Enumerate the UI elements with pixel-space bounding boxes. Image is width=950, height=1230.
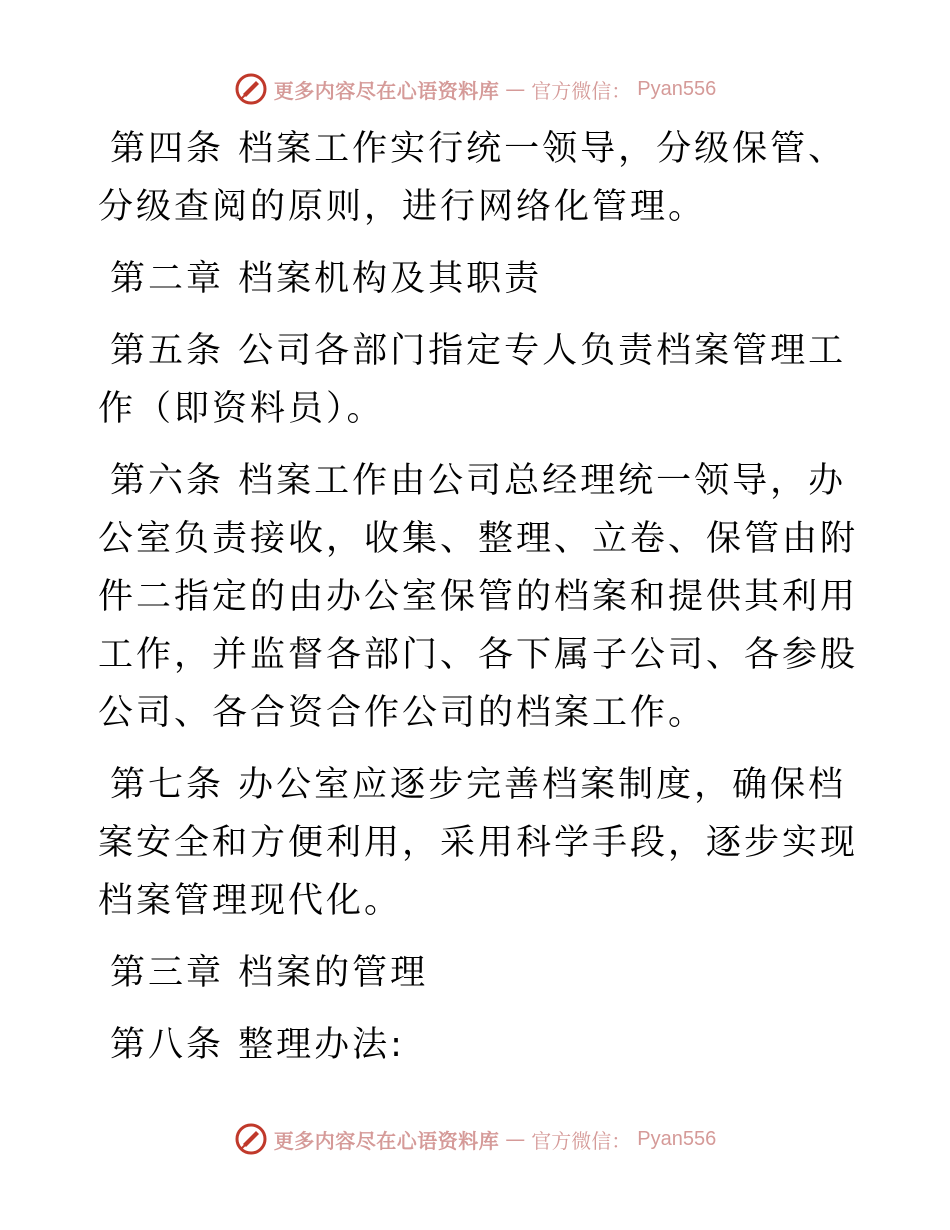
brand-logo-icon [234, 72, 268, 106]
footer-wechat-id: Pyan556 [637, 1127, 717, 1150]
chapter-2-heading: 第二章 档案机构及其职责 [110, 259, 543, 299]
banner-wechat-id: Pyan556 [637, 77, 717, 100]
article-7: 第七条 办公室应逐步完善档案制度，确保档案安全和方便利用，采用科学手段，逐步实现档案管理现代化。 [98, 765, 859, 921]
article-4: 第四条 档案工作实行统一领导，分级保管、分级查阅的原则，进行网络化管理。 [98, 129, 847, 227]
article-5: 第五条 公司各部门指定专人负责档案管理工作（即资料员）。 [98, 331, 847, 429]
document-body [98, 120, 858, 1088]
footer-banner [0, 1122, 950, 1156]
brand-logo-icon [234, 1122, 268, 1156]
banner-ad-text: 更多内容尽在心语资料库 [273, 78, 500, 103]
article-6: 第六条 档案工作由公司总经理统一领导，办公室负责接收，收集、整理、立卷、保管由附件二指定的由办公室保管的档案和提供其利用工作，并监督各部门、各下属子公司、各参股公司、各合资合作公司的档案工作。 [98, 461, 859, 733]
header-banner [0, 72, 950, 106]
banner-wechat-label: 官方微信： [531, 78, 632, 103]
footer-ad-text: 更多内容尽在心语资料库 [273, 1128, 500, 1153]
footer-separator: — [505, 1127, 526, 1151]
banner-separator: — [505, 77, 526, 101]
chapter-3-heading: 第三章 档案的管理 [110, 953, 429, 993]
footer-wechat-label: 官方微信： [531, 1128, 632, 1153]
article-8: 第八条 整理办法: [110, 1025, 405, 1065]
